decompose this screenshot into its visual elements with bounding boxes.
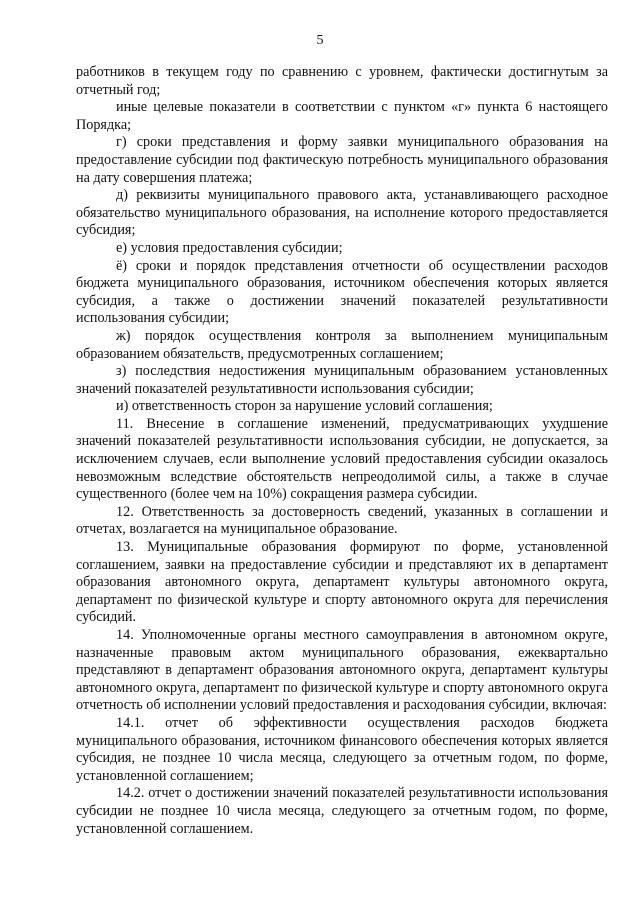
document-body — [76, 64, 608, 838]
paragraph: д) реквизиты муниципального правового акта, устанавливающего расходное обязательство муниципального образования, на исполнение которого предоставляется субсидия; — [76, 187, 608, 239]
paragraph: ё) сроки и порядок представления отчетности об осуществлении расходов бюджета муниципального образования, источником обеспечения которых является субсидия, а также о достижении значений показателей результативности использования субсидии; — [76, 257, 608, 327]
paragraph: 14.1. отчет об эффективности осуществления расходов бюджета муниципального образования, источником финансового обеспечения которых является субсидия, не позднее 10 числа месяца, следующего за отчетным годом, по форме, установленной соглашением; — [76, 714, 608, 784]
paragraph: з) последствия недостижения муниципальным образованием установленных значений показателей результативности использования субсидии; — [76, 363, 608, 397]
paragraph: иные целевые показатели в соответствии с пунктом «г» пункта 6 настоящего Порядка; — [76, 99, 608, 133]
paragraph: 12. Ответственность за достоверность сведений, указанных в соглашении и отчетах, возлагается на муниципальное образование. — [76, 503, 608, 538]
paragraph: и) ответственность сторон за нарушение условий соглашения; — [116, 398, 493, 415]
page-number: 5 — [316, 33, 324, 48]
paragraph: 13. Муниципальные образования формируют по форме, установленной соглашением, заявки на предоставление субсидии и представляют их в департамент образования автономного округа, департамент культуры автономного округа, департамент по физической культуре и спорту автономного округа для перечисления субсидий. — [76, 539, 608, 626]
paragraph: е) условия предоставления субсидии; — [116, 239, 343, 256]
paragraph: г) сроки представления и форму заявки муниципального образования на предоставление субсидии под фактическую потребность муниципального образования на дату совершения платежа; — [76, 134, 608, 186]
paragraph: 11. Внесение в соглашение изменений, предусматривающих ухудшение значений показателей результативности использования субсидии, не допускается, за исключением случаев, если выполнение условий предоставления субсидии оказалось невозможным вследствие обстоятельств непреодолимой силы, а также в случае существенного (более чем на 10%) сокращения размера субсидии. — [76, 415, 608, 503]
paragraph: ж) порядок осуществления контроля за выполнением муниципальным образованием обязательств, предусмотренных соглашением; — [76, 327, 608, 362]
paragraph: 14.2. отчет о достижении значений показателей результативности использования субсидии не позднее 10 числа месяца, следующего за отчетным годом, по форме, установленной соглашением. — [76, 785, 608, 837]
paragraph: 14. Уполномоченные органы местного самоуправления в автономном округе, назначенные правовым актом муниципального образования, ежеквартально представляют в департамент образования автономного округа, департамент культуры автономного округа, департамент по физической культуре и спорту автономного округа отчетность об исполнении условий предоставления и расходования субсидии, включая: — [76, 627, 608, 714]
paragraph-continuation: работников в текущем году по сравнению с уровнем, фактически достигнутым за отчетный год; — [76, 64, 608, 98]
